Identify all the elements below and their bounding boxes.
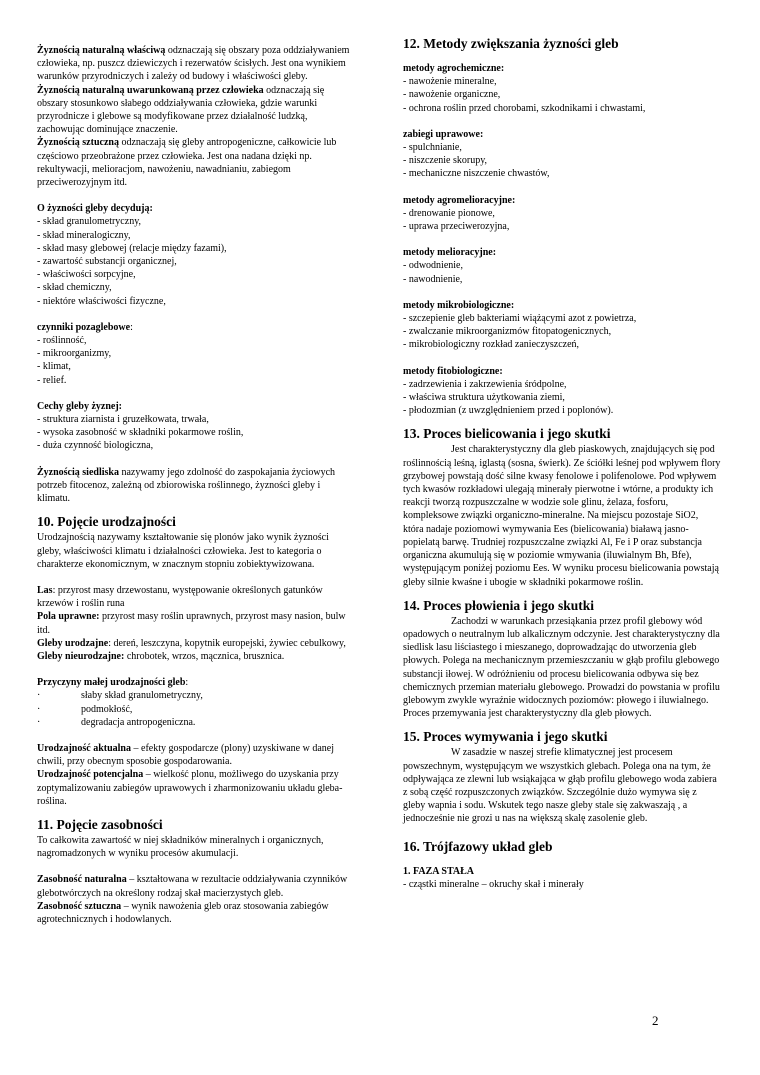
list-item: - zadrzewienia i zakrzewienia śródpolne, (403, 378, 567, 390)
richness-definitions (37, 873, 355, 926)
richness-paragraph: To całkowita zawartość w niej składników mineralnych i organicznych, nagromadzonych w wyniku procesów akumulacji. (37, 834, 324, 860)
yield-paragraph: Urodzajnością nazywamy kształtowanie się plonów jako wynik żyzności gleby, właściwości klimatu i działalności człowieka. Jest to kategoria o charakterze ekonomicznym, w znacznym stopniu zobiektywizowana. (37, 532, 329, 570)
list-item: - drenowanie pionowe, (403, 207, 495, 219)
list-item: - nawożenie mineralne, (403, 76, 497, 88)
traits-list (37, 413, 355, 453)
low-yield-list (37, 689, 355, 729)
list-item: - nawodnienie, (403, 273, 463, 285)
list-item: - niszczenie skorupy, (403, 155, 488, 167)
list-item: - szczepienie gleb bakteriami wiążącymi azot z powietrza, (403, 313, 637, 325)
list-item: - duża czynność biologiczna, (37, 440, 154, 452)
decide-list (37, 215, 355, 307)
method-group (403, 62, 721, 115)
low-yield-title: Przyczyny małej urodzajności gleb: (37, 677, 189, 689)
page-number: 2 (652, 1013, 659, 1028)
bullet-item: · podmokłość, (37, 703, 133, 715)
section-heading-16: 16. Trójfazowy układ gleb (403, 838, 553, 854)
fertility-definitions (37, 44, 355, 189)
list-item: - właściwa struktura użytkowania ziemi, (403, 392, 565, 404)
method-title: zabiegi uprawowe: (403, 128, 484, 140)
list-item: - roślinność, (37, 335, 87, 347)
method-title: metody melioracyjne: (403, 247, 497, 259)
right-column (403, 36, 721, 891)
list-item: - wysoka zasobność w składniki pokarmowe roślin, (37, 427, 244, 439)
method-group (403, 246, 721, 286)
method-title: metody mikrobiologiczne: (403, 299, 515, 311)
list-item: - ochrona roślin przed chorobami, szkodnikami i chwastami, (403, 102, 646, 114)
left-column (37, 44, 355, 926)
method-title: metody fitobiologiczne: (403, 365, 503, 377)
definition-paragraph: Żyznością naturalną właściwą odznaczają się obszary poza oddziaływaniem człowieka, np. puszcz dziewiczych i rezerwatów ścisłych. Jest ona wynikiem warunków przyrodniczych i zależy od budowy i właściwości gleby. (37, 45, 350, 83)
method-title: metody agromelioracyjne: (403, 194, 516, 206)
list-item: - relief. (37, 374, 67, 386)
section-heading-15: 15. Proces wymywania i jego skutki (403, 729, 608, 745)
definition-paragraph: Zasobność naturalna – kształtowana w rezultacie oddziaływania czynników glebotwórczych na określony rodzaj skał macierzystych gleb. (37, 874, 348, 899)
list-item: - płodozmian (z uwzględnieniem przed i poplonów). (403, 405, 614, 417)
definition-paragraph: Żyznością sztuczną odznaczają się gleby antropogeniczne, całkowicie lub częściowo przeobrażone przez człowieka. Jest ona nadana dzięki np. rekultywacji, melioracjom, nawożeniu, nawadnianiu, zabiegom przeciwerozyjnym itd. (37, 137, 337, 189)
list-item: - nawożenie organiczne, (403, 89, 501, 101)
bullet-item: · słaby skład granulometryczny, (37, 690, 203, 702)
definition-paragraph: Gleby urodzajne: dereń, leszczyna, kopytnik europejski, żywiec cebulkowy, (37, 637, 346, 649)
section-heading-12: 12. Metody zwiększania żyzności gleb (403, 36, 619, 51)
list-item: - skład chemiczny, (37, 282, 112, 294)
list-item: - struktura ziarnista i gruzełkowata, trwała, (37, 414, 209, 426)
factors-title: czynniki pozaglebowe: (37, 321, 133, 333)
list-item: - mikrobiologiczny rozkład zanieczyszczeń, (403, 339, 580, 351)
leaching-paragraph: W zasadzie w naszej strefie klimatycznej jest procesem powszechnym, występującym we wszystkich glebach. Polega ona na tym, że odpływająca ze zlewni lub wsiąkająca w głąb profilu glebowego woda zabiera z sobą część rozpuszczonych związków. Szczególnie dużo wymywa się z gleby wapnia i sodu. Wskutek tego nasze gleby stale się zakwaszają , a jednocześnie nie grozi u nas na większą skalę zasolenie gleb. (403, 747, 717, 825)
section-heading-10: 10. Pojęcie urodzajności (37, 514, 176, 530)
yield-kinds (37, 742, 355, 808)
definition-paragraph: Żyznością naturalną uwarunkowaną przez człowieka odznaczają się obszary stosunkowo słabego oddziaływania człowieka, gdzie warunki przyrodnicze i glebowe są modyfikowane przez działalność ludzką, zachowując dominujące znaczenie. (37, 84, 325, 136)
lessivage-paragraph: Zachodzi w warunkach przesiąkania przez profil glebowy wód opadowych o neutralnym lub alkalicznym odczynie. Jest charakterystyczny dla siedlisk lasu liściastego i mieszanego, doprowadzając do utworzenia gleb płowych. Polega na mechanicznym przemieszczaniu w głąb profilu glebowego substancji iłowej. W odróżnieniu od procesu bielicowania odbywa się bez chemicznych przemian materiału glebowego. Prowadzi do powstania w profilu glebowym zwykle wyraźnie widocznych poziomów: płowego i iluwialnego. Proces przemywania jest charakterystyczny dla gleb płowych. (403, 615, 720, 720)
method-group (403, 194, 721, 234)
list-item: - mechaniczne niszczenie chwastów, (403, 168, 550, 180)
method-title: metody agrochemiczne: (403, 63, 505, 74)
list-item: - mikroorganizmy, (37, 348, 112, 360)
list-item: - uprawa przeciwerozyjna, (403, 221, 510, 233)
list-item: - spulchnianie, (403, 142, 462, 154)
list-item: - klimat, (37, 361, 71, 373)
list-item: - odwodnienie, (403, 260, 463, 272)
method-group (403, 128, 721, 181)
habitat-fertility-paragraph: Żyznością siedliska nazywamy jego zdolność do zaspokajania życiowych potrzeb fitocenoz, zależną od zbiorowiska roślinnego, żyzności gleby i klimatu. (37, 466, 336, 505)
definition-paragraph: Gleby nieurodzajne: chrobotek, wrzos, mącznica, brusznica. (37, 650, 285, 662)
decide-title: O żyzności gleby decydują: (37, 203, 153, 215)
definition-paragraph: Pola uprawne: przyrost masy roślin uprawnych, przyrost masy nasion, bulw itd. (37, 611, 346, 636)
method-group (403, 365, 721, 418)
section-heading-11: 11. Pojęcie zasobności (37, 816, 163, 832)
list-item: - zwalczanie mikroorganizmów fitopatogenicznych, (403, 326, 612, 338)
method-group (403, 299, 721, 352)
section-heading-13: 13. Proces bielicowania i jego skutki (403, 426, 611, 442)
yield-definitions (37, 584, 355, 663)
definition-paragraph: Urodzajność aktualna – efekty gospodarcze (plony) uzyskiwane w danej chwili, przy obecnym sposobie gospodarowania. (37, 742, 334, 768)
list-item: - właściwości sorpcyjne, (37, 269, 136, 281)
factors-list (37, 334, 355, 387)
list-item: - cząstki mineralne – okruchy skał i minerały (403, 878, 584, 890)
list-item: - niektóre właściwości fizyczne, (37, 295, 166, 307)
definition-paragraph: Las: przyrost masy drzewostanu, występowanie określonych gatunków krzewów i roślin runa (37, 584, 323, 610)
list-item: - skład masy glebowej (relacje między fazami), (37, 242, 227, 254)
section-heading-14: 14. Proces płowienia i jego skutki (403, 597, 595, 613)
list-item: - skład mineralogiczny, (37, 229, 131, 241)
bullet-item: · degradacja antropogeniczna. (37, 716, 196, 728)
list-item: - skład granulometryczny, (37, 216, 142, 228)
definition-paragraph: Urodzajność potencjalna – wielkość plonu, możliwego do uzyskania przy zoptymalizowaniu zabiegów uprawowych i zharmonizowaniu układu gleba-roślina. (37, 769, 343, 807)
traits-title: Cechy gleby żyznej: (37, 400, 122, 412)
solid-phase-title: 1. FAZA STAŁA (403, 865, 475, 877)
list-item: - zawartość substancji organicznej, (37, 256, 177, 268)
podzolization-paragraph: Jest charakterystyczny dla gleb piaskowych, znajdujących się pod roślinnością leśną, iglastą (sosna, świerk). Ze ściółki leśnej pod wpływem flory grzybowej powstają dość silne kwasy fenolowe i polifenolowe. Pod wpływem tych kwasów rozkładowi ulegają minerały pierwotne i wtórne, a produkty ich reakcji tworzą rozpuszczalne w wodzie sole glinu, żelaza, fosforu, kompleksowe związki organiczno-mineralne. Na miejscu pozostaje SiO2, która nadaje poziomowi wymywania Ees (bielicowania) białawą jasno-popielatą barwę. Trudniej rozpuszczalne związki Al, Fe i P oraz substancja organiczna akumulują się w poziomie wmywania (iluwialnym Bh, Bfe), występującym poniżej poziomu Ees. W wyniku procesu bielicowania powstają gleby silnie kwaśne i ubogie w składniki pokarmowe roślin. (403, 444, 721, 588)
definition-paragraph: Zasobność sztuczna – wynik nawożenia gleb oraz stosowania zabiegów agrotechnicznych i hodowlanych. (37, 900, 329, 925)
